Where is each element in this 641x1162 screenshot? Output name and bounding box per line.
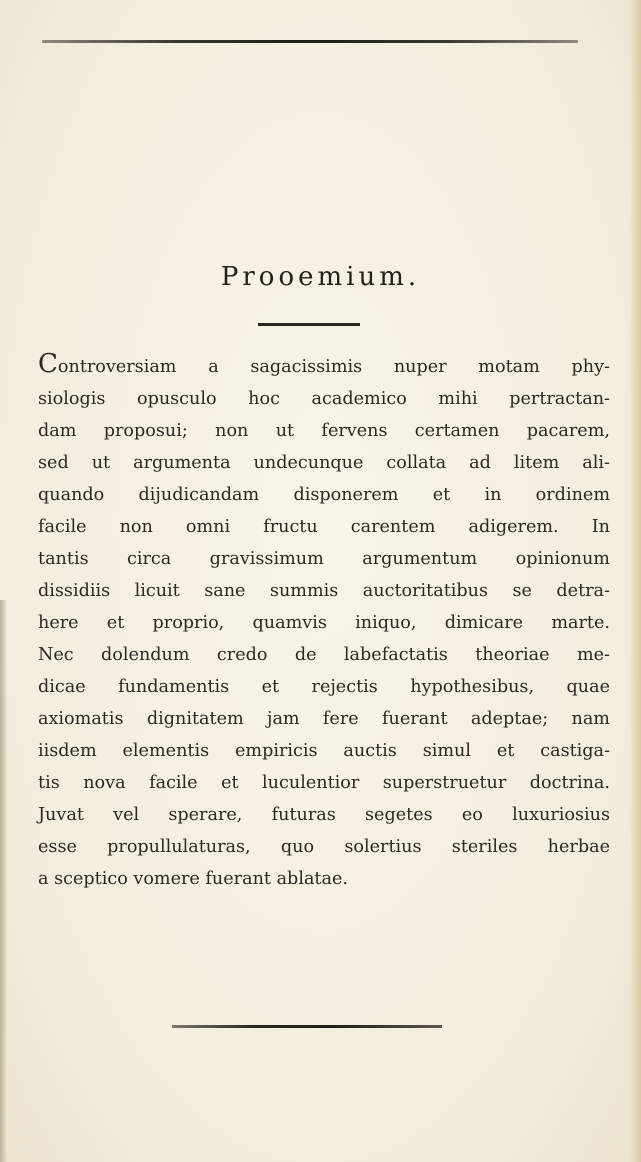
drop-cap: C bbox=[38, 349, 58, 379]
text-line-3: dam proposui; non ut fervens certamen pacarem, bbox=[38, 421, 610, 441]
text-line-15: Juvat vel sperare, futuras segetes eo luxuriosius bbox=[38, 805, 610, 825]
page-edge-right bbox=[629, 0, 641, 1162]
page-edge-left bbox=[0, 600, 7, 1162]
text-line-9: here et proprio, quamvis iniquo, dimicare marte. bbox=[38, 613, 610, 633]
title-rule bbox=[258, 323, 360, 326]
text-line-2: siologis opusculo hoc academico mihi pertractan- bbox=[38, 389, 610, 409]
top-rule bbox=[42, 40, 578, 43]
text-line-1: ontroversiam a sagacissimis nuper motam phy- bbox=[57, 357, 610, 377]
text-line-17: a sceptico vomere fuerant ablatae. bbox=[38, 869, 348, 889]
page-title: Prooemium. bbox=[220, 262, 421, 292]
text-line-12: axiomatis dignitatem jam fere fuerant adeptae; nam bbox=[38, 709, 610, 729]
bottom-rule bbox=[172, 1025, 442, 1028]
text-line-6: facile non omni fructu carentem adigerem. In bbox=[38, 517, 610, 537]
text-line-11: dicae fundamentis et rejectis hypothesibus, quae bbox=[38, 677, 610, 697]
text-line-4: sed ut argumenta undecunque collata ad litem ali- bbox=[38, 453, 610, 473]
text-line-8: dissidiis licuit sane summis auctoritatibus se detra- bbox=[38, 581, 610, 601]
prooemium-paragraph bbox=[38, 351, 610, 895]
text-line-10: Nec dolendum credo de labefactatis theoriae me- bbox=[38, 645, 610, 665]
text-line-7: tantis circa gravissimum argumentum opinionum bbox=[38, 549, 610, 569]
text-line-13: iisdem elementis empiricis auctis simul et castiga- bbox=[38, 741, 610, 761]
text-line bbox=[38, 351, 610, 383]
text-line-5: quando dijudicandam disponerem et in ordinem bbox=[38, 485, 610, 505]
text-line-16: esse propullulaturas, quo solertius steriles herbae bbox=[38, 837, 610, 857]
text-line-14: tis nova facile et luculentior superstruetur doctrina. bbox=[38, 773, 610, 793]
